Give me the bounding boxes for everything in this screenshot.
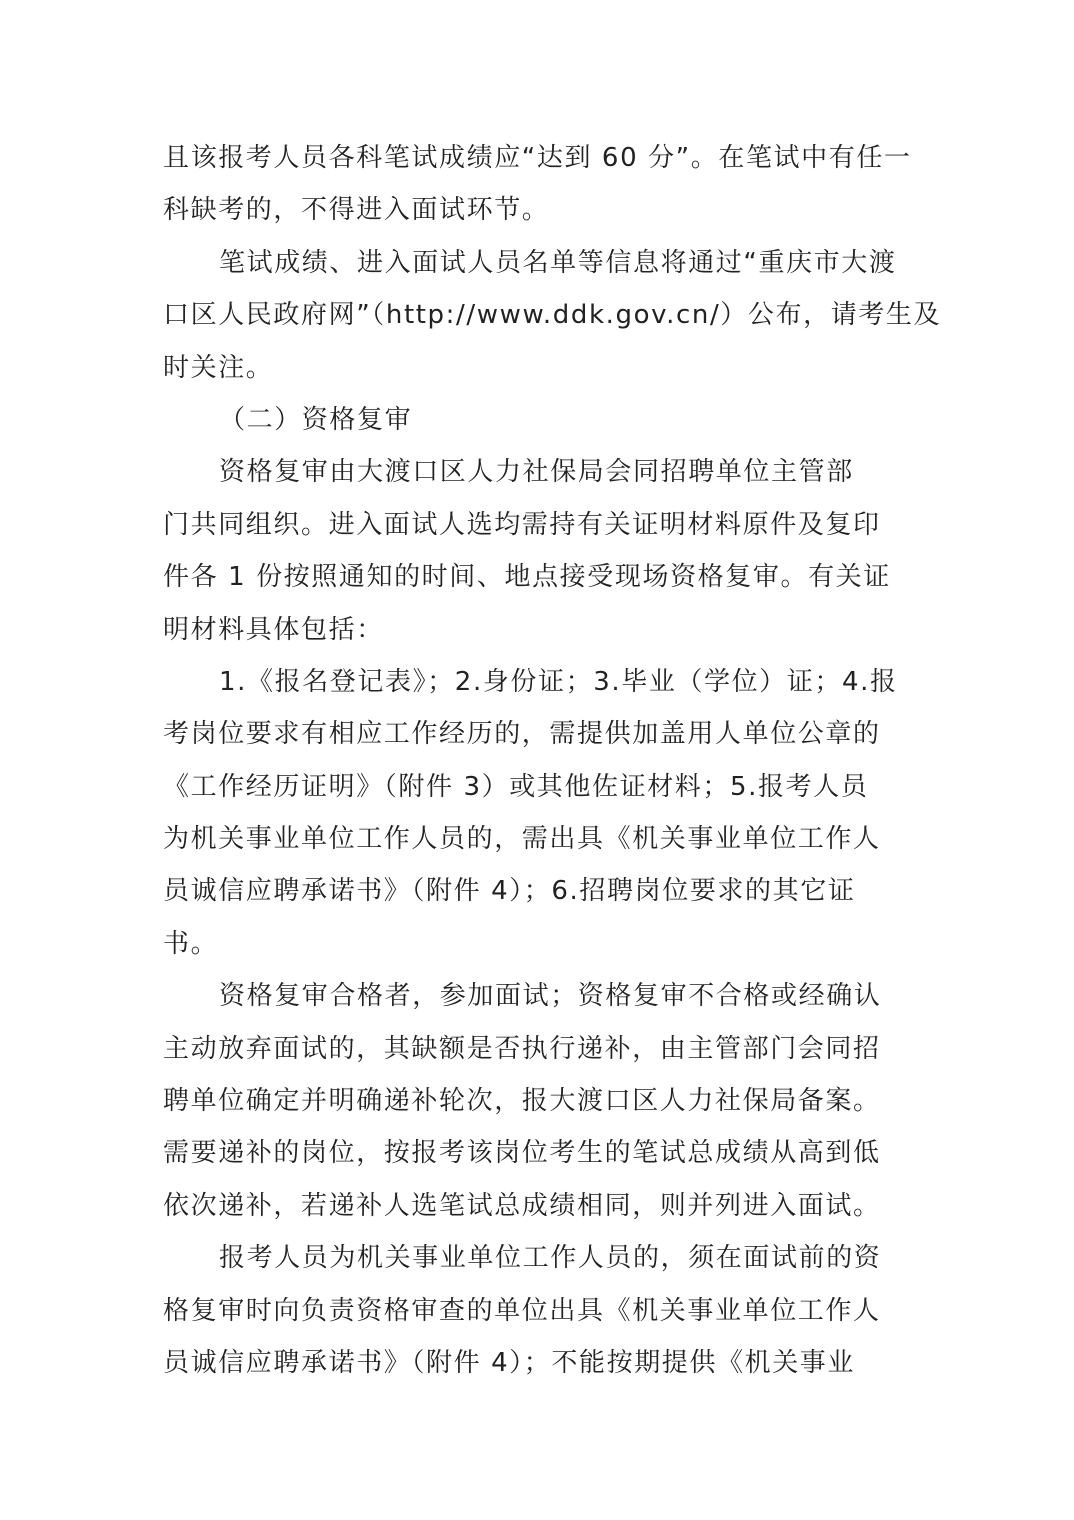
document-body — [163, 132, 942, 1389]
text-line: 员诚信应聘承诺书》（附件 4）；不能按期提供《机关事业 — [163, 1347, 856, 1378]
text-line: 门共同组织。进入面试人选均需持有关证明材料原件及复印 — [163, 509, 881, 540]
text-line: 且该报考人员各科笔试成绩应“达到 60 分”。在笔试中有任一 — [163, 143, 912, 173]
text-line: 聘单位确定并明确递补轮次，报大渡口区人力社保局备案。 — [163, 1086, 881, 1117]
text-line: 《工作经历证明》（附件 3）或其他佐证材料；5.报考人员 — [163, 771, 869, 802]
text-line: 考岗位要求有相应工作经历的，需提供加盖用人单位公章的 — [163, 719, 881, 750]
text-line: 格复审时向负责资格审查的单位出具《机关事业单位工作人 — [163, 1295, 881, 1326]
paragraph-start-line: 资格复审由大渡口区人力社保局会同招聘单位主管部 — [219, 457, 854, 488]
text-line: 为机关事业单位工作人员的，需出具《机关事业单位工作人 — [163, 824, 881, 855]
paragraph-start-line: 报考人员为机关事业单位工作人员的，须在面试前的资 — [219, 1243, 882, 1274]
paragraph-start-line: 1.《报名登记表》；2.身份证；3.毕业（学位）证；4.报 — [219, 666, 898, 697]
text-line: 明材料具体包括： — [163, 614, 384, 645]
text-line: 书。 — [163, 928, 219, 959]
section-heading: （二）资格复审 — [219, 404, 413, 435]
text-line: 时关注。 — [163, 352, 274, 383]
text-line: 口区人民政府网”（http://www.ddk.gov.cn/）公布，请考生及 — [163, 300, 942, 331]
text-line: 员诚信应聘承诺书》（附件 4）；6.招聘岗位要求的其它证 — [163, 876, 856, 907]
paragraph-start-line: 笔试成绩、进入面试人员名单等信息将通过“重庆市大渡 — [219, 247, 897, 278]
text-line: 科缺考的，不得进入面试环节。 — [163, 195, 550, 226]
text-line: 依次递补，若递补人选笔试总成绩相同，则并列进入面试。 — [163, 1190, 881, 1221]
text-line: 件各 1 份按照通知的时间、地点接受现场资格复审。有关证 — [163, 562, 891, 593]
text-line: 需要递补的岗位，按报考该岗位考生的笔试总成绩从高到低 — [163, 1138, 881, 1169]
paragraph-start-line: 资格复审合格者，参加面试；资格复审不合格或经确认 — [219, 981, 882, 1012]
text-line: 主动放弃面试的，其缺额是否执行递补，由主管部门会同招 — [163, 1033, 881, 1064]
